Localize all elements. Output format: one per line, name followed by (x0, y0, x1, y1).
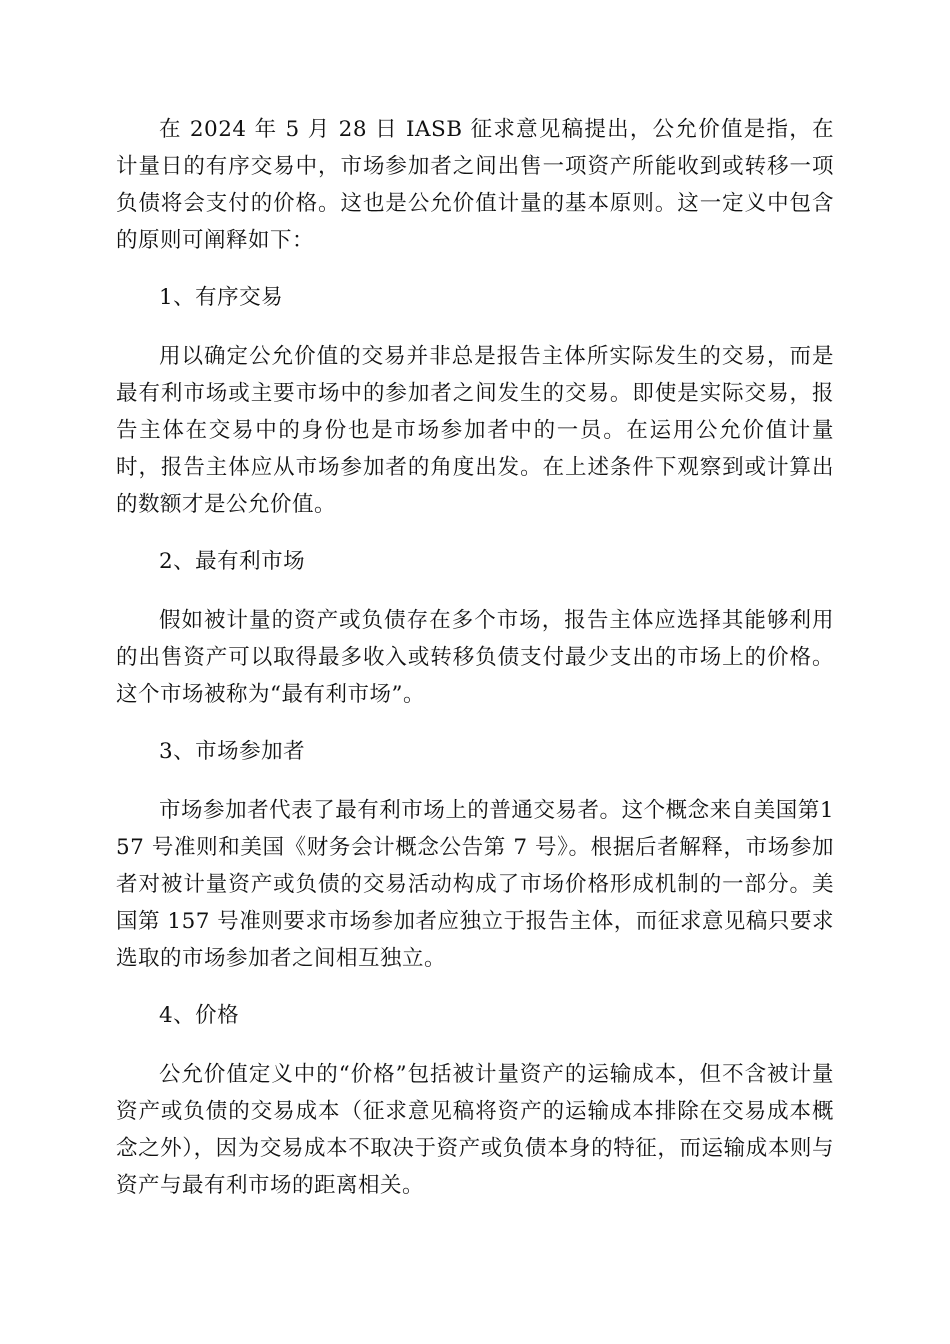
section-heading-market-participants: 3、市场参加者 (159, 739, 306, 764)
intro-paragraph: 在 2024 年 5 月 28 日 IASB 征求意见稿提出，公允价值是指，在计量日的有序交易中，市场参加者之间出售一项资产所能收到或转移一项负债将会支付的价格。这也是公允价值计量的基本原则。这一定义中包含的原则可阐释如下： (116, 117, 834, 253)
section-body-orderly-transaction: 用以确定公允价值的交易并非总是报告主体所实际发生的交易，而是最有利市场或主要市场中的参加者之间发生的交易。即使是实际交易，报告主体在交易中的身份也是市场参加者中的一员。在运用公允价值计量时，报告主体应从市场参加者的角度出发。在上述条件下观察到或计算出的数额才是公允价值。 (116, 344, 834, 517)
section-body-most-advantageous-market: 假如被计量的资产或负债存在多个市场，报告主体应选择其能够利用的出售资产可以取得最多收入或转移负债支付最少支出的市场上的价格。这个市场被称为“最有利市场”。 (116, 608, 834, 707)
document-body (116, 111, 834, 1224)
section-body-price: 公允价值定义中的“价格”包括被计量资产的运输成本，但不含被计量资产或负债的交易成本（征求意见稿将资产的运输成本排除在交易成本概念之外），因为交易成本不取决于资产或负债本身的特征，而运输成本则与资产与最有利市场的距离相关。 (116, 1062, 834, 1198)
section-heading-most-advantageous-market: 2、最有利市场 (159, 549, 306, 574)
section-heading-price: 4、价格 (159, 1003, 240, 1028)
section-heading-orderly-transaction: 1、有序交易 (159, 285, 284, 310)
section-body-market-participants: 市场参加者代表了最有利市场上的普通交易者。这个概念来自美国第157 号准则和美国《财务会计概念公告第 7 号》。根据后者解释，市场参加者对被计量资产或负债的交易活动构成了市场价格形成机制的一部分。美国第 157 号准则要求市场参加者应独立于报告主体，而征求意见稿只要求选取的市场参加者之间相互独立。 (116, 798, 834, 971)
